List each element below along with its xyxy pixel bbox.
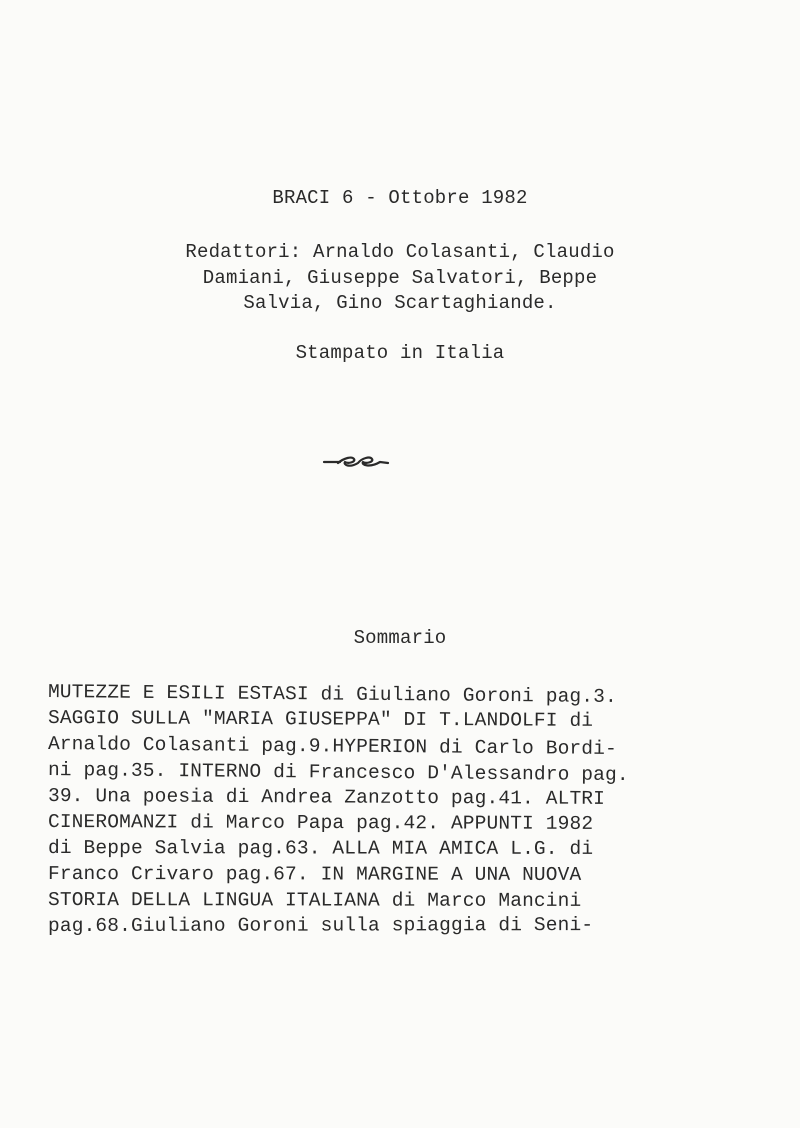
flourish-icon bbox=[318, 444, 398, 474]
contents-line: STORIA DELLA LINGUA ITALIANA di Marco Mancini bbox=[47, 889, 582, 912]
contents-line: pag.68.Giuliano Goroni sulla spiaggia di Seni- bbox=[47, 914, 594, 937]
editors-line-2: Damiani, Giuseppe Salvatori, Beppe bbox=[202, 267, 598, 289]
contents-line: di Beppe Salvia pag.63. ALLA MIA AMICA L.G. di bbox=[47, 837, 594, 860]
issue-title: BRACI 6 - Ottobre 1982 bbox=[272, 187, 528, 209]
printed-in-italy: Stampato in Italia bbox=[295, 342, 505, 364]
editors-line-3: Salvia, Gino Scartaghiande. bbox=[243, 292, 557, 314]
contents-line: MUTEZZE E ESILI ESTASI di Giuliano Goroni pag.3. bbox=[47, 681, 617, 708]
contents-line: 39. Una poesia di Andrea Zanzotto pag.41. ALTRI bbox=[47, 785, 606, 810]
contents-line: SAGGIO SULLA "MARIA GIUSEPPA" DI T.LANDOLFI di bbox=[47, 707, 594, 732]
editors-line-1: Redattori: Arnaldo Colasanti, Claudio bbox=[185, 241, 615, 263]
contents-line: ni pag.35. INTERNO di Francesco D'Alessandro pag. bbox=[47, 759, 629, 787]
contents-line: Franco Crivaro pag.67. IN MARGINE A UNA NUOVA bbox=[47, 863, 582, 886]
contents-line: CINEROMANZI di Marco Papa pag.42. APPUNTI 1982 bbox=[47, 811, 594, 835]
contents-line: Arnaldo Colasanti pag.9.HYPERION di Carlo Bordi- bbox=[47, 733, 617, 760]
contents-heading: Sommario bbox=[353, 627, 447, 649]
